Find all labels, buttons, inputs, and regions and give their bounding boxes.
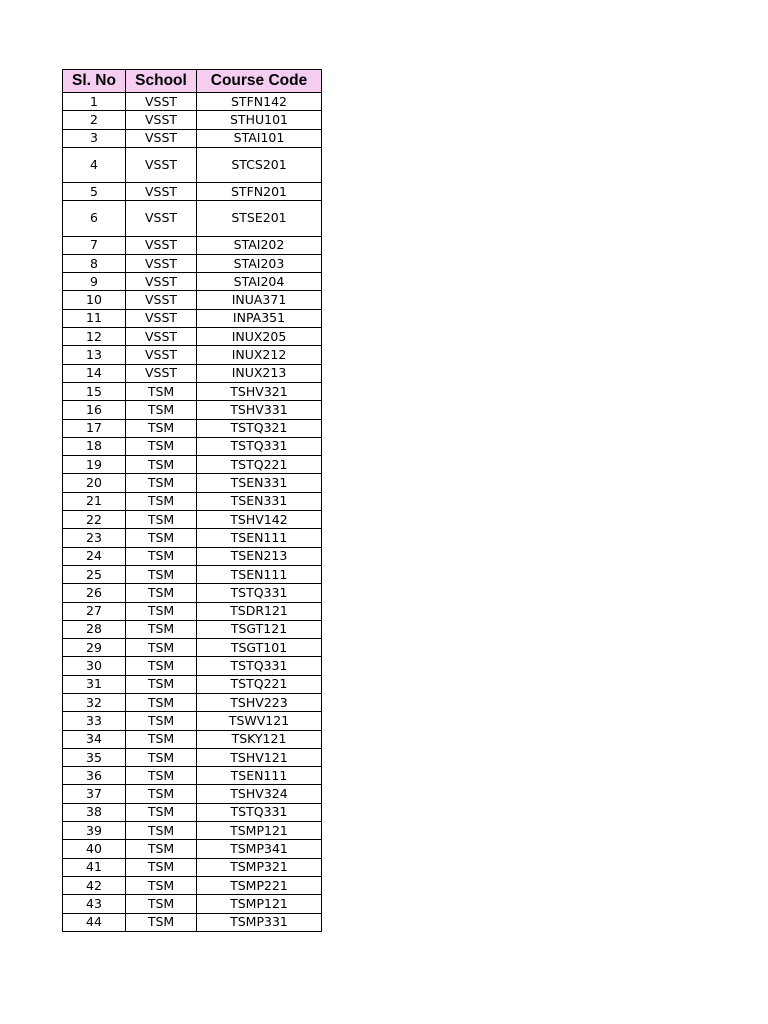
cell-sl-no: 1 [63,93,126,111]
cell-sl-no: 36 [63,767,126,785]
cell-school: VSST [126,328,197,346]
cell-course-code: TSHV321 [197,382,322,400]
table-row [63,147,322,182]
cell-school: VSST [126,309,197,327]
table-row [63,183,322,201]
cell-school: TSM [126,565,197,583]
cell-sl-no: 37 [63,785,126,803]
table-row [63,840,322,858]
cell-course-code: TSEN331 [197,492,322,510]
table-row [63,129,322,147]
cell-school: TSM [126,547,197,565]
cell-course-code: TSTQ331 [197,437,322,455]
table-row [63,639,322,657]
header-course-code: Course Code [197,70,322,93]
table-row [63,730,322,748]
cell-course-code: TSEN111 [197,565,322,583]
cell-course-code: TSMP331 [197,913,322,931]
cell-sl-no: 43 [63,895,126,913]
cell-course-code: TSTQ221 [197,456,322,474]
cell-school: TSM [126,767,197,785]
cell-sl-no: 4 [63,147,126,182]
table-row [63,511,322,529]
cell-sl-no: 26 [63,584,126,602]
table-row [63,712,322,730]
cell-sl-no: 6 [63,201,126,236]
table-row [63,584,322,602]
cell-course-code: TSTQ331 [197,584,322,602]
table-row [63,328,322,346]
course-code-table [62,69,322,932]
cell-sl-no: 17 [63,419,126,437]
cell-sl-no: 13 [63,346,126,364]
cell-sl-no: 33 [63,712,126,730]
table-row [63,419,322,437]
cell-school: TSM [126,803,197,821]
cell-school: VSST [126,346,197,364]
cell-school: TSM [126,437,197,455]
cell-school: TSM [126,456,197,474]
cell-course-code: STSE201 [197,201,322,236]
table-row [63,529,322,547]
table-row [63,602,322,620]
cell-sl-no: 38 [63,803,126,821]
cell-school: TSM [126,639,197,657]
table-row [63,111,322,129]
cell-course-code: TSTQ221 [197,675,322,693]
cell-course-code: STFN142 [197,93,322,111]
cell-school: TSM [126,474,197,492]
cell-course-code: TSEN111 [197,767,322,785]
cell-school: VSST [126,291,197,309]
cell-sl-no: 30 [63,657,126,675]
cell-course-code: TSMP121 [197,895,322,913]
cell-school: VSST [126,93,197,111]
cell-course-code: INUX213 [197,364,322,382]
cell-sl-no: 41 [63,858,126,876]
cell-sl-no: 31 [63,675,126,693]
cell-sl-no: 28 [63,620,126,638]
cell-course-code: TSTQ331 [197,657,322,675]
cell-sl-no: 16 [63,401,126,419]
cell-school: TSM [126,913,197,931]
cell-school: TSM [126,511,197,529]
cell-school: TSM [126,785,197,803]
header-sl-no: Sl. No [63,70,126,93]
table-row [63,748,322,766]
cell-course-code: TSWV121 [197,712,322,730]
cell-course-code: TSHV331 [197,401,322,419]
table-row [63,437,322,455]
table-row [63,913,322,931]
cell-school: TSM [126,620,197,638]
table-row [63,346,322,364]
cell-school: TSM [126,748,197,766]
cell-course-code: TSTQ321 [197,419,322,437]
cell-school: TSM [126,675,197,693]
cell-sl-no: 32 [63,693,126,711]
cell-school: TSM [126,730,197,748]
cell-school: TSM [126,858,197,876]
cell-sl-no: 7 [63,236,126,254]
cell-course-code: TSGT101 [197,639,322,657]
table-row [63,876,322,894]
table-row [63,273,322,291]
cell-school: TSM [126,419,197,437]
cell-sl-no: 22 [63,511,126,529]
cell-sl-no: 42 [63,876,126,894]
cell-course-code: TSGT121 [197,620,322,638]
cell-sl-no: 20 [63,474,126,492]
cell-course-code: STAI101 [197,129,322,147]
cell-school: TSM [126,840,197,858]
cell-school: TSM [126,602,197,620]
cell-sl-no: 29 [63,639,126,657]
table-row [63,254,322,272]
table-row [63,456,322,474]
cell-school: VSST [126,129,197,147]
cell-course-code: INUX205 [197,328,322,346]
cell-school: TSM [126,657,197,675]
cell-sl-no: 25 [63,565,126,583]
cell-sl-no: 19 [63,456,126,474]
table-row [63,492,322,510]
cell-course-code: TSKY121 [197,730,322,748]
cell-school: VSST [126,273,197,291]
table-row [63,236,322,254]
cell-school: VSST [126,364,197,382]
table-row [63,785,322,803]
table-row [63,401,322,419]
cell-sl-no: 23 [63,529,126,547]
table-row [63,309,322,327]
cell-school: TSM [126,584,197,602]
table-row [63,822,322,840]
table-row [63,675,322,693]
cell-school: TSM [126,401,197,419]
cell-sl-no: 35 [63,748,126,766]
cell-school: TSM [126,529,197,547]
cell-course-code: TSDR121 [197,602,322,620]
cell-course-code: TSMP221 [197,876,322,894]
cell-school: VSST [126,254,197,272]
cell-sl-no: 11 [63,309,126,327]
table-row [63,291,322,309]
cell-school: TSM [126,712,197,730]
table-row [63,565,322,583]
cell-course-code: TSEN331 [197,474,322,492]
cell-sl-no: 14 [63,364,126,382]
cell-sl-no: 27 [63,602,126,620]
cell-sl-no: 24 [63,547,126,565]
cell-school: VSST [126,236,197,254]
cell-course-code: STHU101 [197,111,322,129]
cell-sl-no: 8 [63,254,126,272]
cell-sl-no: 3 [63,129,126,147]
table-header [63,70,322,93]
table-row [63,382,322,400]
cell-sl-no: 2 [63,111,126,129]
cell-course-code: TSHV142 [197,511,322,529]
cell-school: TSM [126,492,197,510]
cell-sl-no: 34 [63,730,126,748]
cell-sl-no: 18 [63,437,126,455]
table-row [63,474,322,492]
cell-course-code: TSMP341 [197,840,322,858]
cell-course-code: STCS201 [197,147,322,182]
table-row [63,803,322,821]
cell-course-code: TSHV223 [197,693,322,711]
cell-sl-no: 44 [63,913,126,931]
table-row [63,858,322,876]
cell-course-code: TSMP321 [197,858,322,876]
cell-course-code: INUA371 [197,291,322,309]
table-body [63,93,322,932]
cell-course-code: INUX212 [197,346,322,364]
cell-course-code: TSHV121 [197,748,322,766]
table-row [63,547,322,565]
cell-sl-no: 10 [63,291,126,309]
cell-school: VSST [126,147,197,182]
cell-sl-no: 9 [63,273,126,291]
cell-school: TSM [126,876,197,894]
cell-sl-no: 5 [63,183,126,201]
header-school: School [126,70,197,93]
cell-school: TSM [126,895,197,913]
cell-course-code: TSEN111 [197,529,322,547]
table-row [63,693,322,711]
cell-sl-no: 39 [63,822,126,840]
cell-course-code: TSEN213 [197,547,322,565]
cell-school: TSM [126,693,197,711]
table-row [63,93,322,111]
cell-course-code: STAI203 [197,254,322,272]
table-row [63,767,322,785]
cell-sl-no: 21 [63,492,126,510]
cell-sl-no: 15 [63,382,126,400]
cell-course-code: STFN201 [197,183,322,201]
table-row [63,620,322,638]
cell-course-code: TSTQ331 [197,803,322,821]
table-row [63,364,322,382]
cell-course-code: TSHV324 [197,785,322,803]
cell-course-code: TSMP121 [197,822,322,840]
cell-school: VSST [126,201,197,236]
cell-sl-no: 12 [63,328,126,346]
cell-course-code: STAI202 [197,236,322,254]
cell-course-code: INPA351 [197,309,322,327]
header-row [63,70,322,93]
cell-school: TSM [126,382,197,400]
table-row [63,895,322,913]
cell-sl-no: 40 [63,840,126,858]
table-row [63,201,322,236]
cell-course-code: STAI204 [197,273,322,291]
cell-school: VSST [126,183,197,201]
cell-school: VSST [126,111,197,129]
table-row [63,657,322,675]
cell-school: TSM [126,822,197,840]
